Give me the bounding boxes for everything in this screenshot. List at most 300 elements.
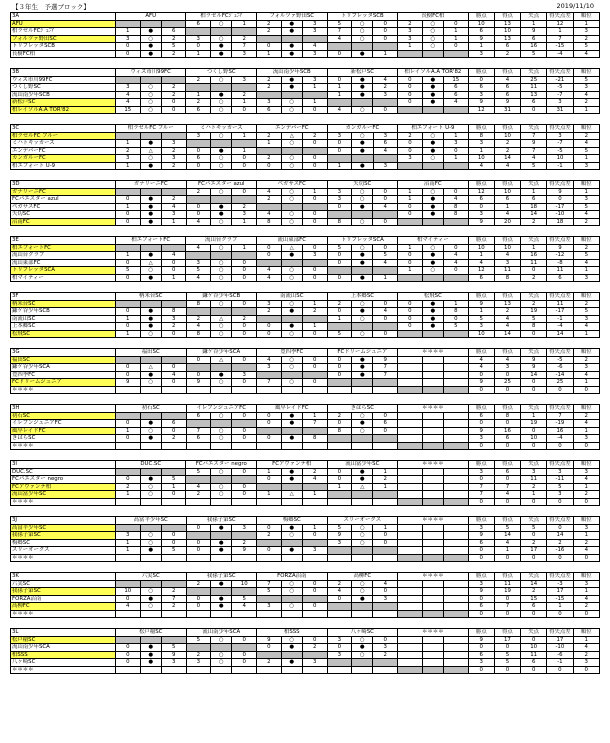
score-for [115,666,140,674]
score-for: 4 [186,483,211,491]
score-for: 4 [186,244,211,252]
result-mark [422,644,443,652]
stat-value: 2 [494,50,520,58]
score-against [443,636,468,644]
score-against: 0 [232,274,257,282]
score-for [398,539,423,547]
stat-value: 6 [494,468,520,476]
result-mark [422,427,443,435]
result-mark: ● [352,252,373,260]
result-mark: ○ [211,162,232,170]
team-row [11,196,600,204]
result-mark: ○ [352,20,373,28]
stat-value: 0 [494,610,520,618]
block-header-row [11,181,600,189]
stat-label: 順位 [573,293,599,301]
result-mark: ● [422,315,443,323]
stat-label: 得失点差 [547,517,573,525]
stat-label: 失点 [521,461,547,469]
self-cell [327,603,352,611]
team-name: ＊＊＊＊ [11,610,116,618]
score-against [444,580,469,588]
result-mark: ○ [211,244,232,252]
result-mark: ○ [422,244,443,252]
team-name: 鎌ケ谷少年SCB [11,308,116,316]
column-team-name: スリーオークス [327,517,398,525]
result-mark [281,386,302,394]
result-mark: ● [422,196,443,204]
self-cell [352,603,373,611]
team-row [11,28,600,36]
self-cell [373,491,398,499]
team-row [11,20,600,28]
score-against [443,379,468,387]
score-against: 3 [373,595,398,603]
stat-value: 1 [468,43,494,51]
result-mark: ○ [352,588,373,596]
self-cell [115,468,140,476]
stat-value: 0 [547,196,573,204]
team-name: スリーオークス [11,547,116,555]
stat-label: 得失点差 [547,405,573,413]
stat-label: 勝点 [468,125,494,133]
score-against [443,483,468,491]
score-for: 0 [115,651,140,659]
team-row [11,491,600,499]
team-row [11,636,600,644]
result-mark: ○ [281,218,302,226]
self-cell [115,580,140,588]
result-mark: ○ [140,155,161,163]
score-against: 3 [302,50,327,58]
stat-value: 1 [521,188,547,196]
score-for: 1 [115,547,140,555]
stat-value: 1 [521,491,547,499]
score-for [398,468,423,476]
stat-value: 0 [521,330,547,338]
stat-value: 0 [468,644,494,652]
stat-label: 得点 [494,13,520,21]
score-against [373,498,398,506]
self-cell [186,588,211,596]
score-for: 2 [257,76,282,84]
score-for: 2 [186,580,211,588]
stat-value: 4 [573,50,599,58]
team-name: 福田SC [11,356,116,364]
result-mark: ○ [422,20,443,28]
stat-value: 4 [573,476,599,484]
block-header-row [11,573,600,581]
stat-value: 4 [573,644,599,652]
team-name: 沼南FC [11,218,116,226]
score-for: 0 [398,76,423,84]
score-against: 3 [373,162,398,170]
result-mark: ● [281,84,302,92]
self-cell [186,140,211,148]
score-against: 1 [232,132,257,140]
result-mark: ● [281,420,302,428]
block-header-row [11,405,600,413]
block-header-row [11,293,600,301]
stat-value: 0 [547,666,573,674]
self-cell [256,35,281,43]
self-cell [211,532,232,540]
stat-label: 得点 [494,573,520,581]
self-cell [281,427,302,435]
block-header-row [11,517,600,525]
score-against: 2 [161,603,186,611]
self-cell [257,203,282,211]
score-against: 3 [232,371,257,379]
result-mark: △ [352,483,373,491]
score-for: 0 [257,524,282,532]
self-cell [302,147,327,155]
stat-value: 25 [494,379,520,387]
stat-value: 2 [573,603,599,611]
team-name: つくし野SC [11,84,116,92]
stat-value: 31 [494,106,520,114]
stat-value: 1 [494,547,520,555]
stat-value: 9 [521,140,547,148]
stat-value: 6 [494,43,520,51]
stat-value: 0 [468,595,494,603]
result-mark: ● [352,140,373,148]
result-mark [352,386,373,394]
self-cell [186,196,211,204]
result-mark [352,498,373,506]
score-against: 0 [232,188,257,196]
result-mark: ● [281,43,302,51]
result-mark [140,610,161,618]
score-for: 4 [257,267,282,275]
team-row [11,155,600,163]
team-row [11,315,600,323]
result-mark: ● [140,651,161,659]
score-against: 4 [443,196,468,204]
team-row [11,371,600,379]
result-mark [211,610,232,618]
score-against: 4 [373,76,398,84]
team-row [11,162,600,170]
column-team-name: きはらSC [327,405,398,413]
score-against: 8 [443,203,468,211]
score-for: 4 [327,106,352,114]
score-against: 3 [232,50,257,58]
score-against: 0 [232,491,257,499]
score-for: 0 [115,196,140,204]
score-for: 0 [327,274,352,282]
score-against: 0 [232,651,257,659]
score-for: 0 [186,203,211,211]
score-for [398,532,423,540]
self-cell [161,580,186,588]
result-mark [352,610,373,618]
stat-label: 順位 [573,461,599,469]
team-row [11,140,600,148]
stat-value: 3 [573,162,599,170]
stat-value: -4 [547,435,573,443]
score-against: 5 [161,547,186,555]
score-for: 0 [115,323,140,331]
page-title: 【３年生 予選ブロック】 [12,3,90,11]
stat-value: 9 [494,99,520,107]
score-for: 4 [186,218,211,226]
column-team-name: ガナリーニFC [115,181,186,189]
stat-value: 20 [494,218,520,226]
score-against: 5 [161,476,186,484]
stat-label: 得点 [494,125,520,133]
self-cell [422,386,443,394]
score-against: 0 [373,188,398,196]
result-mark: ● [281,50,302,58]
result-mark: ● [140,435,161,443]
score-against: 0 [302,356,327,364]
score-against: 0 [373,218,398,226]
score-against: 2 [373,84,398,92]
score-for: 1 [327,162,352,170]
stat-value: 9 [468,99,494,107]
self-cell [327,99,352,107]
self-cell [140,244,161,252]
team-row [11,476,600,484]
result-mark: ○ [140,106,161,114]
stat-value: 3 [573,659,599,667]
result-mark: ○ [352,524,373,532]
self-cell [115,636,140,644]
stat-value: 3 [468,50,494,58]
score-against: 0 [302,532,327,540]
result-mark: ● [352,468,373,476]
score-for: 5 [257,588,282,596]
self-cell [373,99,398,107]
stat-value: 10 [468,330,494,338]
score-for: 6 [186,106,211,114]
score-against [443,491,468,499]
score-for: 5 [327,524,352,532]
stat-value: 1 [573,155,599,163]
result-mark: ○ [422,132,443,140]
result-mark: ● [422,308,443,316]
stat-value: 6 [468,84,494,92]
column-team-name: 我孫子第SC [186,573,257,581]
stat-value: 1 [573,379,599,387]
self-cell [257,595,282,603]
score-for: 0 [327,259,352,267]
column-team-name: 高富平少年SC [115,517,186,525]
score-against: 8 [161,308,186,316]
result-mark: ○ [281,162,302,170]
score-for [115,386,140,394]
score-against: 0 [373,330,398,338]
score-for: 0 [115,371,140,379]
score-against: 4 [373,147,398,155]
result-mark: ○ [352,651,373,659]
result-mark: ● [352,203,373,211]
self-cell [398,610,423,618]
stat-value: 2 [521,274,547,282]
score-against: 1 [302,84,327,92]
score-against: 1 [443,35,468,43]
stat-value: -8 [547,259,573,267]
stat-label: 勝点 [468,573,494,581]
result-mark: ● [352,259,373,267]
team-name: ＊＊＊＊ [11,554,116,562]
stat-value: 18 [521,203,547,211]
score-for [186,386,211,394]
score-for: 2 [257,132,282,140]
result-mark: ● [281,547,302,555]
self-cell [281,147,302,155]
score-for: 3 [398,28,423,36]
result-mark: ○ [140,91,161,99]
stat-value: 18 [547,218,573,226]
self-cell [211,476,232,484]
score-against: 0 [302,330,327,338]
stat-value: -4 [547,323,573,331]
stat-value: 4 [573,140,599,148]
self-cell [302,259,327,267]
result-mark: ● [422,252,443,260]
score-against: 2 [302,132,327,140]
result-mark: ● [352,371,373,379]
result-mark: ● [281,644,302,652]
stat-value: 0 [521,267,547,275]
score-against: 0 [232,323,257,331]
stat-value: 0 [547,554,573,562]
score-against [444,603,469,611]
stat-value: 0 [573,442,599,450]
stat-label: 順位 [573,573,599,581]
block-label: 3J [11,517,116,525]
block-label: 3E [11,237,116,245]
stat-value: 14 [494,532,520,540]
stat-value: 9 [468,35,494,43]
stat-value: 2 [573,300,599,308]
column-team-name: カンガルーFC [327,125,398,133]
stat-value: 9 [468,218,494,226]
result-mark: ● [140,274,161,282]
result-mark: ● [352,644,373,652]
stat-value: 13 [494,300,520,308]
result-mark [211,554,232,562]
team-name: 六実SC [11,580,116,588]
stat-value: 14 [521,371,547,379]
score-for: 1 [256,50,281,58]
score-for: 3 [115,84,140,92]
score-against: 1 [302,412,327,420]
result-mark: ○ [422,155,443,163]
result-mark: ● [140,43,161,51]
self-cell [444,162,469,170]
stat-value: 0 [547,442,573,450]
score-for: 0 [186,162,211,170]
score-for: 0 [327,468,352,476]
score-for: 0 [257,330,282,338]
stat-value: -11 [547,476,573,484]
column-team-name: 柏レイソルA.A TOR'82 [398,69,469,77]
stat-value: -17 [547,203,573,211]
column-team-name: 初石SC [115,405,186,413]
result-mark: ○ [352,28,373,36]
score-for: 0 [327,203,352,211]
score-against: 3 [373,644,398,652]
result-mark: ○ [140,603,161,611]
score-for: 0 [186,371,211,379]
team-row [11,147,600,155]
result-mark: ● [422,211,443,219]
score-against: 6 [373,140,398,148]
score-against: 0 [373,196,398,204]
team-row [11,76,600,84]
stat-value: 0 [494,442,520,450]
result-mark: ● [140,420,161,428]
self-cell [327,267,352,275]
stat-value: 0 [494,498,520,506]
block-header-row [11,69,600,77]
self-cell [398,218,423,226]
stat-label: 失点 [521,349,547,357]
score-against: 7 [232,43,257,51]
stat-value: 3 [547,132,573,140]
result-mark [281,610,302,618]
score-against: 0 [444,147,469,155]
score-for: 3 [257,99,282,107]
stat-value: 0 [494,666,520,674]
block-table [10,68,600,114]
stat-value: 3 [468,468,494,476]
stat-value: 0 [494,476,520,484]
stat-value: 11 [547,267,573,275]
self-cell [352,43,373,51]
score-against: 3 [302,547,327,555]
self-cell [115,244,140,252]
stat-value: 12 [468,188,494,196]
score-against: 1 [302,300,327,308]
result-mark: ● [211,147,232,155]
block-header-row [11,349,600,357]
stat-value: 3 [547,99,573,107]
self-cell [161,356,186,364]
stat-label: 得失点差 [547,181,573,189]
score-against: 1 [232,20,257,28]
self-cell [281,651,302,659]
result-mark: ○ [211,188,232,196]
stat-label: 失点 [521,13,547,21]
block-label: 3C [11,125,116,133]
self-cell [211,196,232,204]
column-team-name: ＊＊＊＊ [398,573,469,581]
score-against: 0 [373,427,398,435]
score-for: 9 [115,379,140,387]
score-for: 0 [257,547,282,555]
stat-value: 6 [494,84,520,92]
result-mark: ○ [211,330,232,338]
column-team-name: ウィズ市川99FC [115,69,186,77]
score-for: 2 [256,20,281,28]
self-cell [161,636,186,644]
stat-value: 0 [547,610,573,618]
score-for [257,610,282,618]
score-against [373,666,398,674]
column-team-name: 六実SC [115,573,186,581]
score-against: 2 [161,84,186,92]
stat-label: 得失点差 [547,293,573,301]
score-for: 0 [257,420,282,428]
self-cell [443,666,468,674]
stat-value: 9 [468,379,494,387]
stat-label: 得点 [494,461,520,469]
stat-value: 4 [573,595,599,603]
